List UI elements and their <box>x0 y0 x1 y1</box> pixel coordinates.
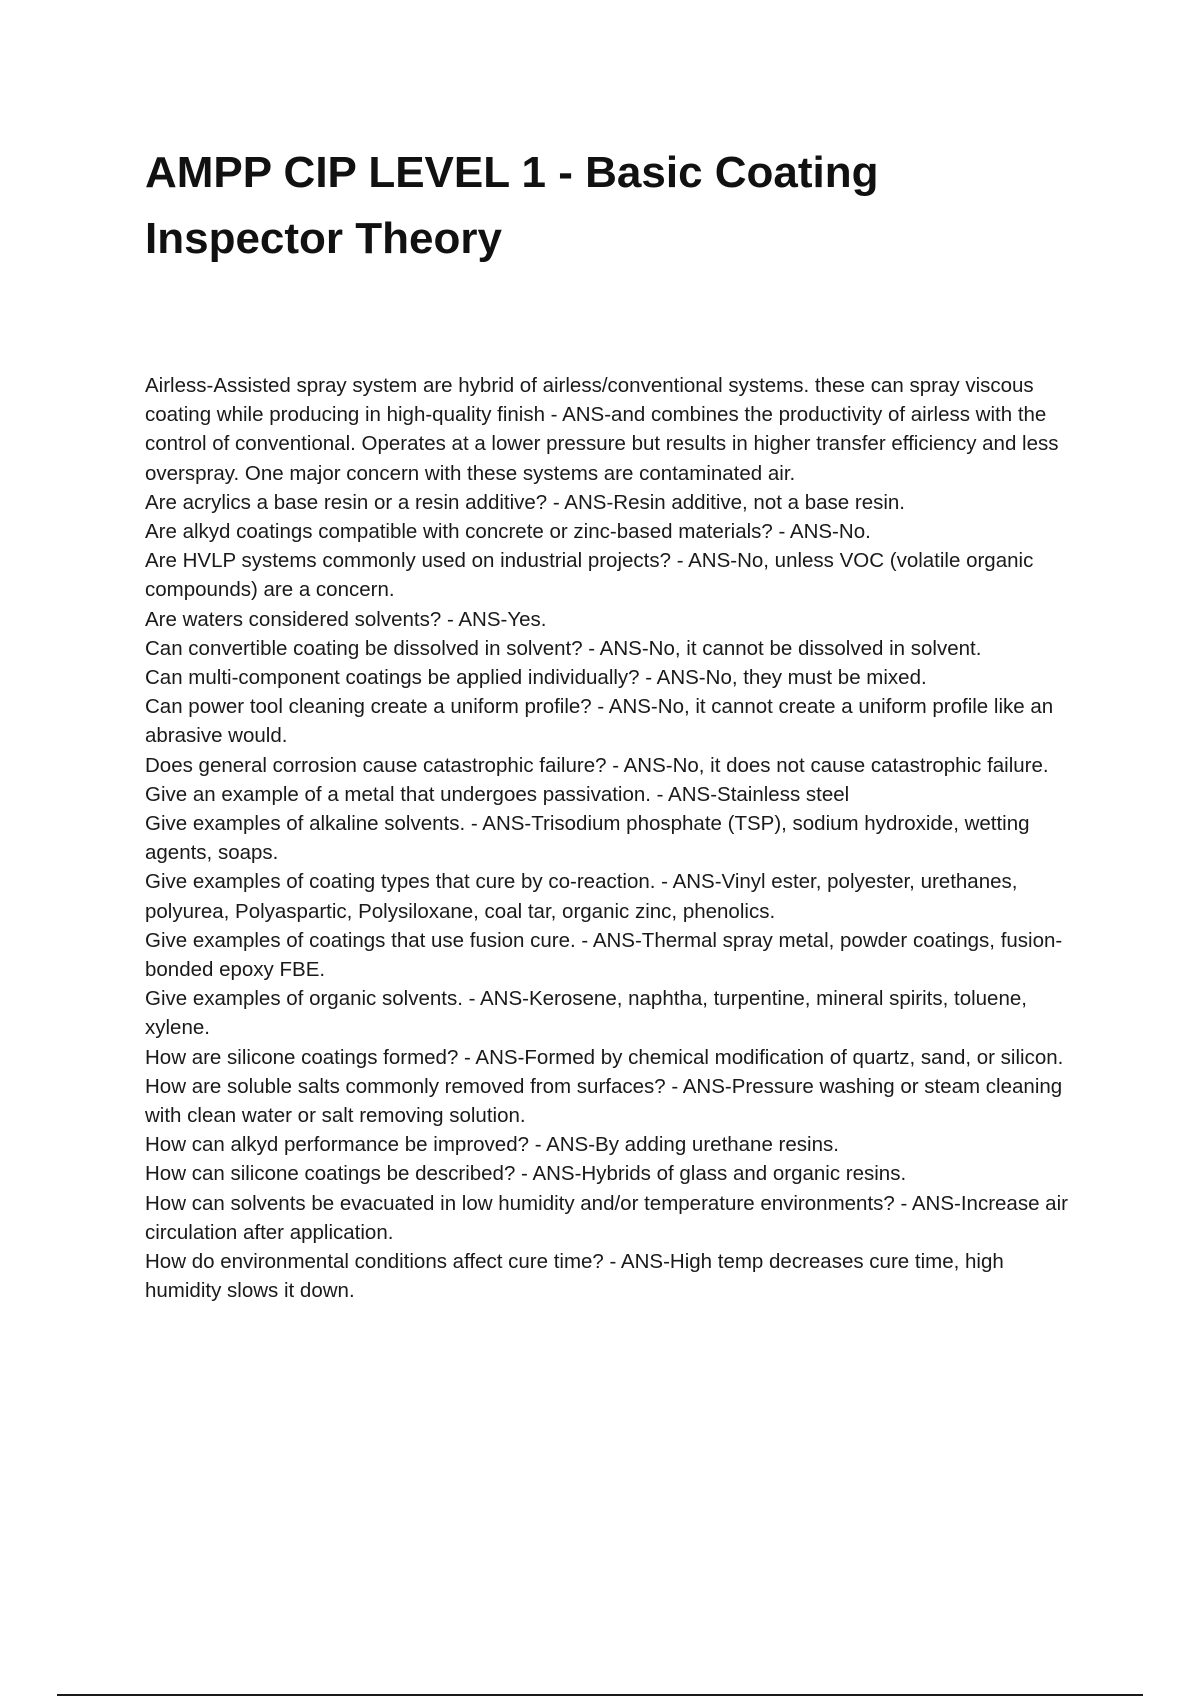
qa-entry: Give examples of alkaline solvents. - ANS-Trisodium phosphate (TSP), sodium hydroxide, wetting agents, soaps. <box>145 812 1030 865</box>
qa-entry: How can alkyd performance be improved? - ANS-By adding urethane resins. <box>145 1133 839 1157</box>
qa-entry: How can solvents be evacuated in low humidity and/or temperature environments? - ANS-Increase air circulation after application. <box>145 1191 1068 1244</box>
qa-entry: How are silicone coatings formed? - ANS-Formed by chemical modification of quartz, sand, or silicon. <box>145 1045 1064 1069</box>
qa-entry: Give examples of coatings that use fusion cure. - ANS-Thermal spray metal, powder coatings, fusion-bonded epoxy FBE. <box>145 928 1063 982</box>
qa-list <box>145 371 1085 1306</box>
qa-entry: Give examples of coating types that cure by co-reaction. - ANS-Vinyl ester, polyester, urethanes, polyurea, Polyaspartic, Polysiloxane, coal tar, organic zinc, phenolics. <box>145 870 1018 923</box>
qa-entry: Give an example of a metal that undergoes passivation. - ANS-Stainless steel <box>145 782 850 806</box>
qa-entry: Give examples of organic solvents. - ANS-Kerosene, naphtha, turpentine, mineral spirits, toluene, xylene. <box>145 987 1027 1040</box>
qa-entry: Does general corrosion cause catastrophic failure? - ANS-No, it does not cause catastrophic failure. <box>145 753 1049 777</box>
qa-entry: Can power tool cleaning create a uniform profile? - ANS-No, it cannot create a uniform profile like an abrasive would. <box>145 695 1054 748</box>
qa-entry: Are alkyd coatings compatible with concrete or zinc-based materials? - ANS-No. <box>145 520 871 544</box>
qa-entry: How can silicone coatings be described? - ANS-Hybrids of glass and organic resins. <box>145 1162 907 1186</box>
qa-entry: Airless-Assisted spray system are hybrid of airless/conventional systems. these can spray viscous coating while producing in high-quality finish - ANS-and combines the productivity of airless with the control of conventional. Operates at a lower pressure but results in higher transfer efficiency and less overspray. One major concern with these systems are contaminated air. <box>145 374 1059 485</box>
qa-entry: How do environmental conditions affect cure time? - ANS-High temp decreases cure time, high humidity slows it down. <box>145 1250 1004 1303</box>
page-bottom-rule <box>57 1694 1143 1696</box>
qa-entry: Can convertible coating be dissolved in solvent? - ANS-No, it cannot be dissolved in solvent. <box>145 636 982 660</box>
qa-entry: Are waters considered solvents? - ANS-Yes. <box>145 607 547 631</box>
qa-entry: Are acrylics a base resin or a resin additive? - ANS-Resin additive, not a base resin. <box>145 490 906 514</box>
qa-entry: How are soluble salts commonly removed from surfaces? - ANS-Pressure washing or steam cleaning with clean water or salt removing solution. <box>145 1074 1063 1128</box>
qa-entry: Can multi-component coatings be applied individually? - ANS-No, they must be mixed. <box>145 666 927 690</box>
document-title: AMPP CIP LEVEL 1 - Basic Coating Inspector Theory <box>145 148 879 263</box>
qa-entry: Are HVLP systems commonly used on industrial projects? - ANS-No, unless VOC (volatile organic compounds) are a concern. <box>145 549 1034 602</box>
